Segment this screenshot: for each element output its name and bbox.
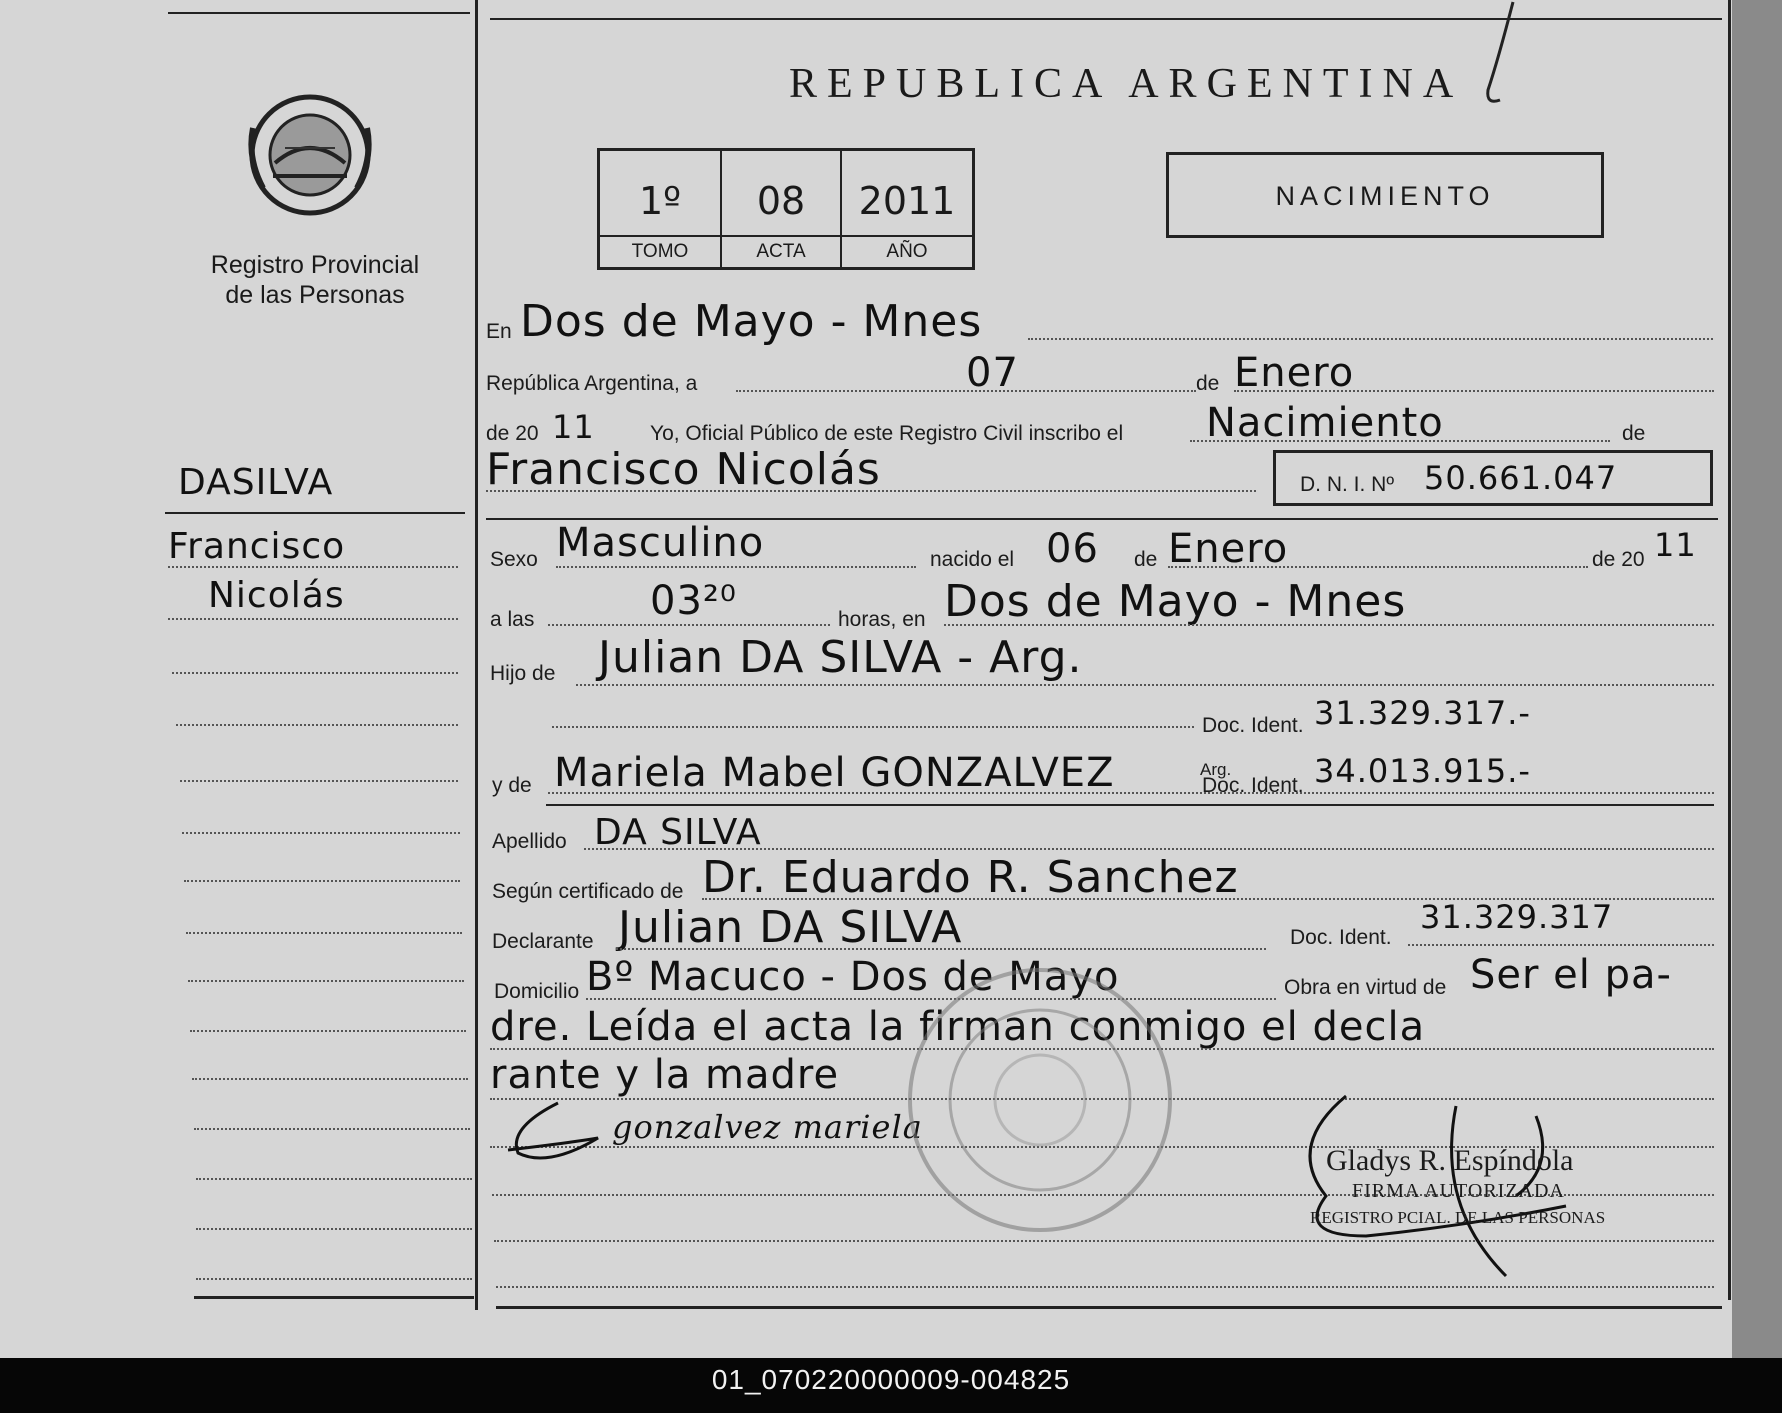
sidebar-line: [196, 1228, 472, 1230]
sidebar-first-name: Francisco: [168, 526, 346, 567]
declarante-line: [616, 948, 1266, 950]
sidebar-line: [184, 880, 460, 882]
official-title: FIRMA AUTORIZADA: [1352, 1180, 1565, 1202]
domicilio-value: Bº Macuco - Dos de Mayo: [586, 954, 1120, 1000]
continuation-line-1: dre. Leída el acta la firman conmigo el decla: [490, 1004, 1426, 1050]
certificado-value: Dr. Eduardo R. Sanchez: [702, 852, 1239, 903]
sidebar-line: [188, 980, 464, 982]
sidebar-line: [194, 1128, 470, 1130]
madre-rule: [546, 804, 1714, 806]
anio-cell: [842, 151, 972, 267]
registry-line-2: de las Personas: [225, 281, 405, 309]
apellido-label: Apellido: [492, 830, 567, 853]
en-label: En: [486, 320, 512, 343]
sidebar-line: [172, 672, 458, 674]
declarante-signature-icon: [498, 1098, 618, 1168]
sidebar-line: [190, 1030, 466, 1032]
domicilio-label: Domicilio: [494, 980, 580, 1003]
dia-value: 07: [966, 350, 1019, 396]
tomo-value: 1º: [638, 179, 682, 223]
hora-line: [548, 624, 830, 626]
official-office: REGISTRO PCIAL. DE LAS PERSONAS: [1310, 1208, 1606, 1227]
de20-label: de 20: [486, 422, 539, 445]
alas-label: a las: [490, 608, 535, 631]
inscripcion-line: [1190, 440, 1610, 442]
record-type-label: NACIMIENTO: [1275, 181, 1495, 211]
apellido-line: [584, 848, 1714, 850]
segun-certificado-label: Según certificado de: [492, 880, 684, 903]
nombre-line: [486, 490, 1256, 492]
madre-nacionalidad: Arg.: [1200, 760, 1232, 779]
acta-value: 08: [756, 179, 806, 223]
sexo-line: [556, 566, 916, 568]
continuation-line-2: rante y la madre: [490, 1052, 840, 1098]
inscripcion-value: Nacimiento: [1206, 400, 1444, 446]
obra-value: Ser el pa-: [1470, 952, 1672, 998]
sexo-value: Masculino: [556, 520, 765, 566]
left-divider: [475, 0, 478, 1310]
en-line: [1028, 338, 1713, 340]
sidebar-line: [168, 618, 458, 620]
sidebar-line: [196, 1278, 472, 1280]
official-stamp-icon: [895, 955, 1185, 1245]
tomo-cell: [600, 151, 722, 267]
page-title: REPUBLICA ARGENTINA: [789, 61, 1464, 107]
mes-line: [1234, 390, 1714, 392]
hora-value: 03²⁰: [650, 578, 737, 624]
bottom-rule: [496, 1306, 1722, 1309]
madre-value: Mariela Mabel GONZALVEZ: [554, 750, 1115, 796]
madre-doc-label: Doc. Ident.: [1202, 774, 1304, 797]
lugar-line: [944, 624, 1714, 626]
province-seal-icon: [245, 88, 375, 223]
anio-value: 2011: [858, 179, 956, 223]
padre-line-2: [552, 726, 1194, 728]
official-name: Gladys R. Espíndola: [1326, 1144, 1574, 1177]
horas-en-label: horas, en: [838, 608, 926, 631]
sidebar-surname: DASILVA: [178, 462, 334, 503]
page-edge: [1732, 0, 1782, 1358]
nacido-mes-value: Enero: [1168, 526, 1289, 572]
nacido-label: nacido el: [930, 548, 1015, 571]
sidebar-line: [176, 724, 458, 726]
padre-line: [576, 684, 1714, 686]
registry-name: [180, 250, 450, 310]
sidebar-line: [182, 832, 460, 834]
declarante-doc-label: Doc. Ident.: [1290, 926, 1392, 949]
apellido-value: DA SILVA: [594, 812, 762, 853]
y-de-label: y de: [492, 774, 532, 797]
de-label: de: [1196, 372, 1220, 395]
nacido-anio-value: 11: [1654, 526, 1697, 564]
declarante-doc-line: [1408, 944, 1714, 946]
dni-value: 50.661.047: [1424, 459, 1618, 497]
declarante-doc-value: 31.329.317: [1420, 898, 1614, 936]
lugar-nacimiento-value: Dos de Mayo - Mnes: [944, 576, 1407, 627]
sidebar-middle-name: Nicolás: [208, 575, 345, 616]
anio-label: AÑO: [886, 241, 928, 262]
yo-oficial-label: Yo, Oficial Público de este Registro Civil inscribo el: [650, 422, 1124, 445]
de20-label-2: de 20: [1592, 548, 1645, 571]
sidebar-line: [180, 780, 458, 782]
sidebar-line: [186, 932, 462, 934]
registry-line-1: Registro Provincial: [210, 251, 420, 279]
dni-box: [1273, 450, 1713, 506]
anio-inscripcion-value: 11: [552, 408, 595, 446]
declarante-label: Declarante: [492, 930, 594, 953]
sidebar-line: [196, 1178, 472, 1180]
file-identifier: 01_070220000009-004825: [711, 1364, 1071, 1395]
mes-value: Enero: [1234, 350, 1355, 396]
padre-doc-label: Doc. Ident.: [1202, 714, 1304, 737]
tomo-label: TOMO: [631, 241, 689, 262]
madre-line: [548, 792, 1714, 794]
dni-label: D. N. I. Nº: [1300, 473, 1395, 496]
padre-value: Julian DA SILVA - Arg.: [598, 632, 1083, 683]
sidebar-line: [192, 1078, 468, 1080]
madre-doc-value: 34.013.915.-: [1314, 752, 1531, 790]
pen-mark-icon: [1468, 0, 1538, 110]
volume-box: [597, 148, 975, 270]
sidebar-line-2: [168, 566, 458, 568]
de-label-3: de: [1134, 548, 1158, 571]
en-value: Dos de Mayo - Mnes: [520, 296, 983, 347]
hijo-de-label: Hijo de: [490, 662, 556, 685]
acta-label: ACTA: [756, 241, 806, 262]
top-rule-left: [168, 12, 470, 14]
nombre-value: Francisco Nicolás: [486, 444, 881, 495]
padre-doc-value: 31.329.317.-: [1314, 694, 1531, 732]
madre-signature: gonzalvez mariela: [612, 1108, 923, 1146]
right-border: [1728, 0, 1731, 1300]
republica-label: República Argentina, a: [486, 372, 698, 395]
acta-cell: [722, 151, 842, 267]
sexo-label: Sexo: [490, 548, 538, 571]
de-label-2: de: [1622, 422, 1646, 445]
declarante-value: Julian DA SILVA: [618, 902, 963, 953]
nacido-dia-value: 06: [1046, 526, 1099, 572]
nacido-mes-line: [1168, 566, 1588, 568]
obra-virtud-label: Obra en virtud de: [1284, 976, 1447, 999]
record-type-box: [1166, 152, 1604, 238]
sidebar-bottom-rule: [194, 1296, 474, 1299]
sidebar-rule-1: [165, 512, 465, 514]
